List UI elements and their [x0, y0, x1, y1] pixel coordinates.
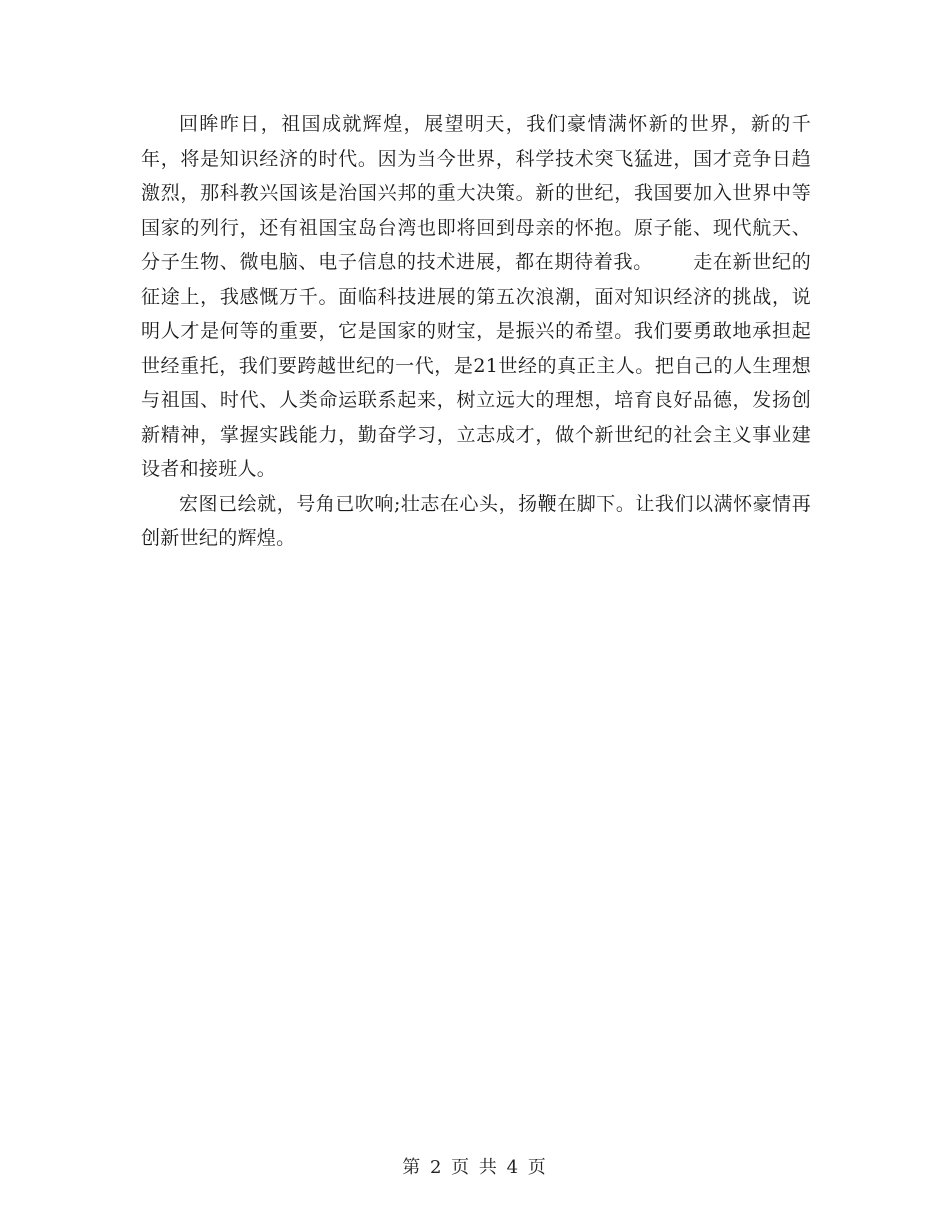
document-body: [141, 107, 811, 556]
paragraph-1: 回眸昨日，祖国成就辉煌，展望明天，我们豪情满怀新的世界，新的千年，将是知识经济的时代。因为当今世界，科学技术突飞猛进，国才竞争日趋激烈，那科教兴国该是治国兴邦的重大决策。新的世纪，我国要加入世界中等国家的列行，还有祖国宝岛台湾也即将回到母亲的怀抱。原子能、现代航天、分子生物、微电脑、电子信息的技术进展，都在期待着我。 走在新世纪的征途上，我感慨万千。面临科技进展的第五次浪潮，面对知识经济的挑战，说明人才是何等的重要，它是国家的财宝，是振兴的希望。我们要勇敢地承担起世经重托，我们要跨越世纪的一代，是21世经的真正主人。把自己的人生理想与祖国、时代、人类命运联系起来，树立远大的理想，培育良好品德，发扬创新精神，掌握实践能力，勤奋学习，立志成才，做个新世纪的社会主义事业建设者和接班人。: [141, 113, 811, 480]
page-number-footer: 第 2 页 共 4 页: [402, 1157, 548, 1178]
paragraph-2: 宏图已绘就，号角已吹响;壮志在心头，扬鞭在脚下。让我们以满怀豪情再创新世纪的辉煌。: [141, 492, 811, 549]
